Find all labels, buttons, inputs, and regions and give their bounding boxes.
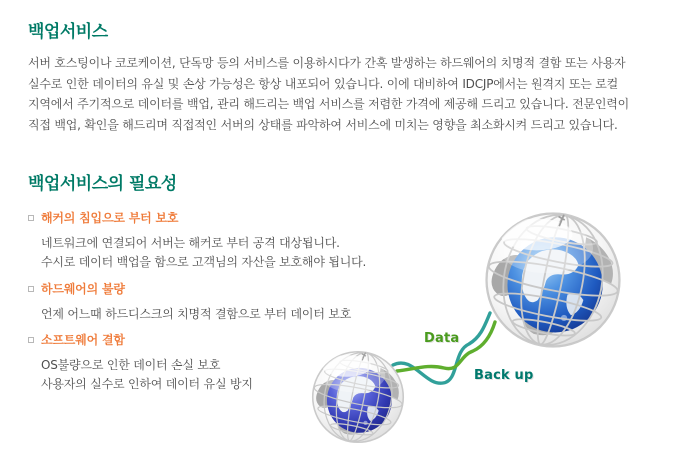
item-description — [41, 234, 366, 272]
intro-line: 직접 백업, 확인을 해드리며 직접적인 서버의 상태를 파악하여 서비스에 미치는 영향을 최소화시켜 드리고 있습니다. — [28, 117, 618, 132]
item-description-line: OS불량으로 인한 데이터 손실 보호 — [41, 358, 221, 372]
square-bullet-icon — [28, 286, 34, 292]
backup-label: Back up — [474, 368, 534, 383]
item-title-row — [28, 280, 351, 297]
wireframe-globe-large-icon — [484, 211, 622, 349]
wireframe-globe-small-icon — [311, 350, 405, 444]
item-title: 하드웨어의 불량 — [41, 282, 125, 296]
item-title: 소프트웨어 결함 — [41, 333, 125, 347]
item-title: 해커의 침입으로 부터 보호 — [41, 211, 179, 225]
intro-paragraph — [28, 53, 668, 135]
square-bullet-icon — [28, 337, 34, 343]
item-description-line: 네트워크에 연결되어 서버는 해커로 부터 공격 대상됩니다. — [41, 236, 340, 250]
item-description — [41, 356, 253, 394]
necessity-item-hardware-failure — [28, 280, 351, 324]
item-description-line: 사용자의 실수로 인하여 데이터 유실 방지 — [41, 377, 253, 391]
data-label: Data — [424, 331, 460, 346]
item-description — [41, 305, 351, 324]
item-description-line: 수시로 데이터 백업을 함으로 고객님의 자산을 보호해야 됩니다. — [41, 255, 367, 269]
intro-line: 실수로 인한 데이터의 유실 및 손상 가능성은 항상 내포되어 있습니다. 이에 대비하여 IDCJP에서는 원격지 또는 로컬 — [28, 76, 619, 91]
item-title-row — [28, 331, 253, 348]
item-title-row — [28, 209, 366, 226]
item-description-line: 언제 어느때 하드디스크의 치명적 결함으로 부터 데이터 보호 — [41, 307, 352, 321]
necessity-item-hacker-protection — [28, 209, 366, 272]
intro-line: 지역에서 주기적으로 데이터를 백업, 관리 해드리는 백업 서비스를 저렴한 가격에 제공해 드리고 있습니다. 전문인력이 — [28, 97, 630, 111]
square-bullet-icon — [28, 215, 34, 221]
intro-line: 서버 호스팅이나 코로케이션, 단독망 등의 서비스를 이용하시다가 간혹 발생하는 하드웨어의 치명적 결함 또는 사용자 — [28, 56, 626, 70]
section-title-necessity: 백업서비스의 필요성 — [28, 174, 177, 194]
necessity-item-software-defect — [28, 331, 253, 394]
page-title: 백업서비스 — [28, 22, 108, 42]
braided-cables-icon — [385, 300, 505, 390]
